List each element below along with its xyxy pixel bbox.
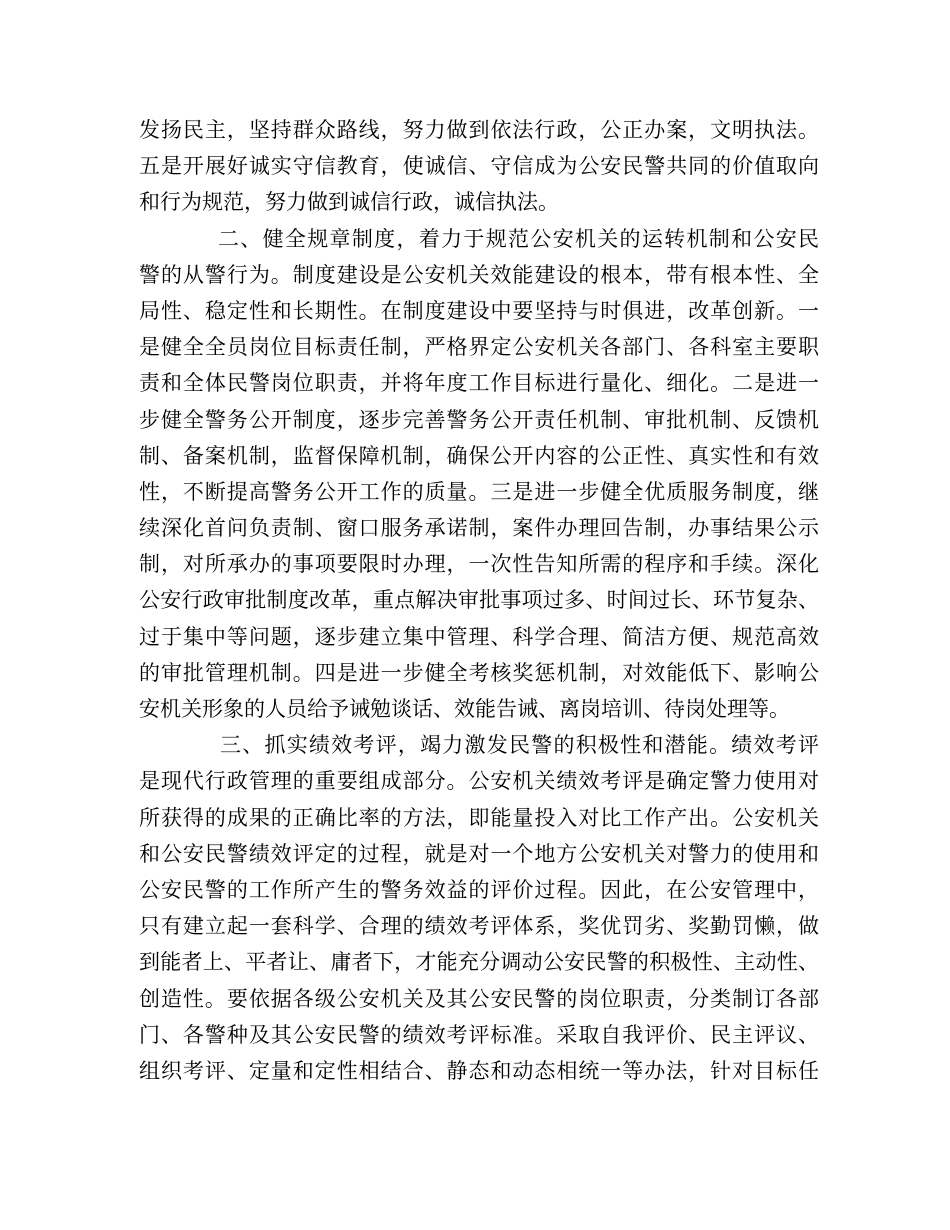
text-line: 公安行政审批制度改革，重点解决审批事项过多、时间过长、环节复杂、 [139, 588, 819, 613]
text-line: 门、各警种及其公安民警的绩效考评标准。采取自我评价、民主评议、 [139, 1022, 819, 1047]
text-line: 续深化首问负责制、窗口服务承诺制，案件办理回告制，办事结果公示 [139, 516, 819, 541]
text-line: 是现代行政管理的重要组成部分。公安机关绩效考评是确定警力使用对 [139, 769, 819, 794]
text-line: 安机关形象的人员给予诫勉谈话、效能告诫、离岗培训、待岗处理等。 [139, 697, 790, 721]
text-line: 制、备案机制，监督保障机制，确保公开内容的公正性、真实性和有效 [139, 443, 819, 468]
text-line: 性，不断提高警务公开工作的质量。三是进一步健全优质服务制度，继 [139, 479, 819, 504]
text-line: 五是开展好诚实守信教育，使诚信、守信成为公安民警共同的价值取向 [139, 154, 819, 179]
text-line: 步健全警务公开制度，逐步完善警务公开责任机制、审批机制、反馈机 [139, 407, 819, 432]
text-line: 过于集中等问题，逐步建立集中管理、科学合理、简洁方便、规范高效 [139, 624, 819, 649]
text-line: 局性、稳定性和长期性。在制度建设中要坚持与时俱进，改革创新。一 [139, 298, 819, 323]
text-line: 公安民警的工作所产生的警务效益的评价过程。因此，在公安管理中， [139, 877, 819, 902]
text-line: 只有建立起一套科学、合理的绩效考评体系，奖优罚劣、奖勤罚懒，做 [139, 914, 819, 939]
section-heading-line: 三、抓实绩效考评，竭力激发民警的积极性和潜能。绩效考评 [220, 733, 819, 758]
text-line: 组织考评、定量和定性相结合、静态和动态相统一等办法，针对目标任 [139, 1058, 819, 1083]
text-line: 责和全体民警岗位职责，并将年度工作目标进行量化、细化。二是进一 [139, 371, 819, 396]
text-line: 和行为规范，努力做到诚信行政，诚信执法。 [139, 190, 559, 215]
text-line: 制，对所承办的事项要限时办理，一次性告知所需的程序和手续。深化 [139, 552, 819, 577]
text-line: 警的从警行为。制度建设是公安机关效能建设的根本，带有根本性、全 [139, 262, 819, 287]
text-line: 和公安民警绩效评定的过程，就是对一个地方公安机关对警力的使用和 [139, 841, 819, 866]
text-line: 是健全全员岗位目标责任制，严格界定公安机关各部门、各科室主要职 [139, 335, 819, 360]
document-body [139, 112, 819, 1089]
text-line: 的审批管理机制。四是进一步健全考核奖惩机制，对效能低下、影响公 [139, 660, 819, 685]
text-line: 所获得的成果的正确比率的方法，即能量投入对比工作产出。公安机关 [139, 805, 819, 830]
section-heading-line: 二、健全规章制度，着力于规范公安机关的运转机制和公安民 [218, 226, 819, 251]
text-line: 发扬民主，坚持群众路线，努力做到依法行政，公正办案，文明执法。 [139, 118, 819, 142]
text-line: 到能者上、平者让、庸者下，才能充分调动公安民警的积极性、主动性、 [139, 950, 819, 975]
text-line: 创造性。要依据各级公安机关及其公安民警的岗位职责，分类制订各部 [139, 986, 819, 1011]
